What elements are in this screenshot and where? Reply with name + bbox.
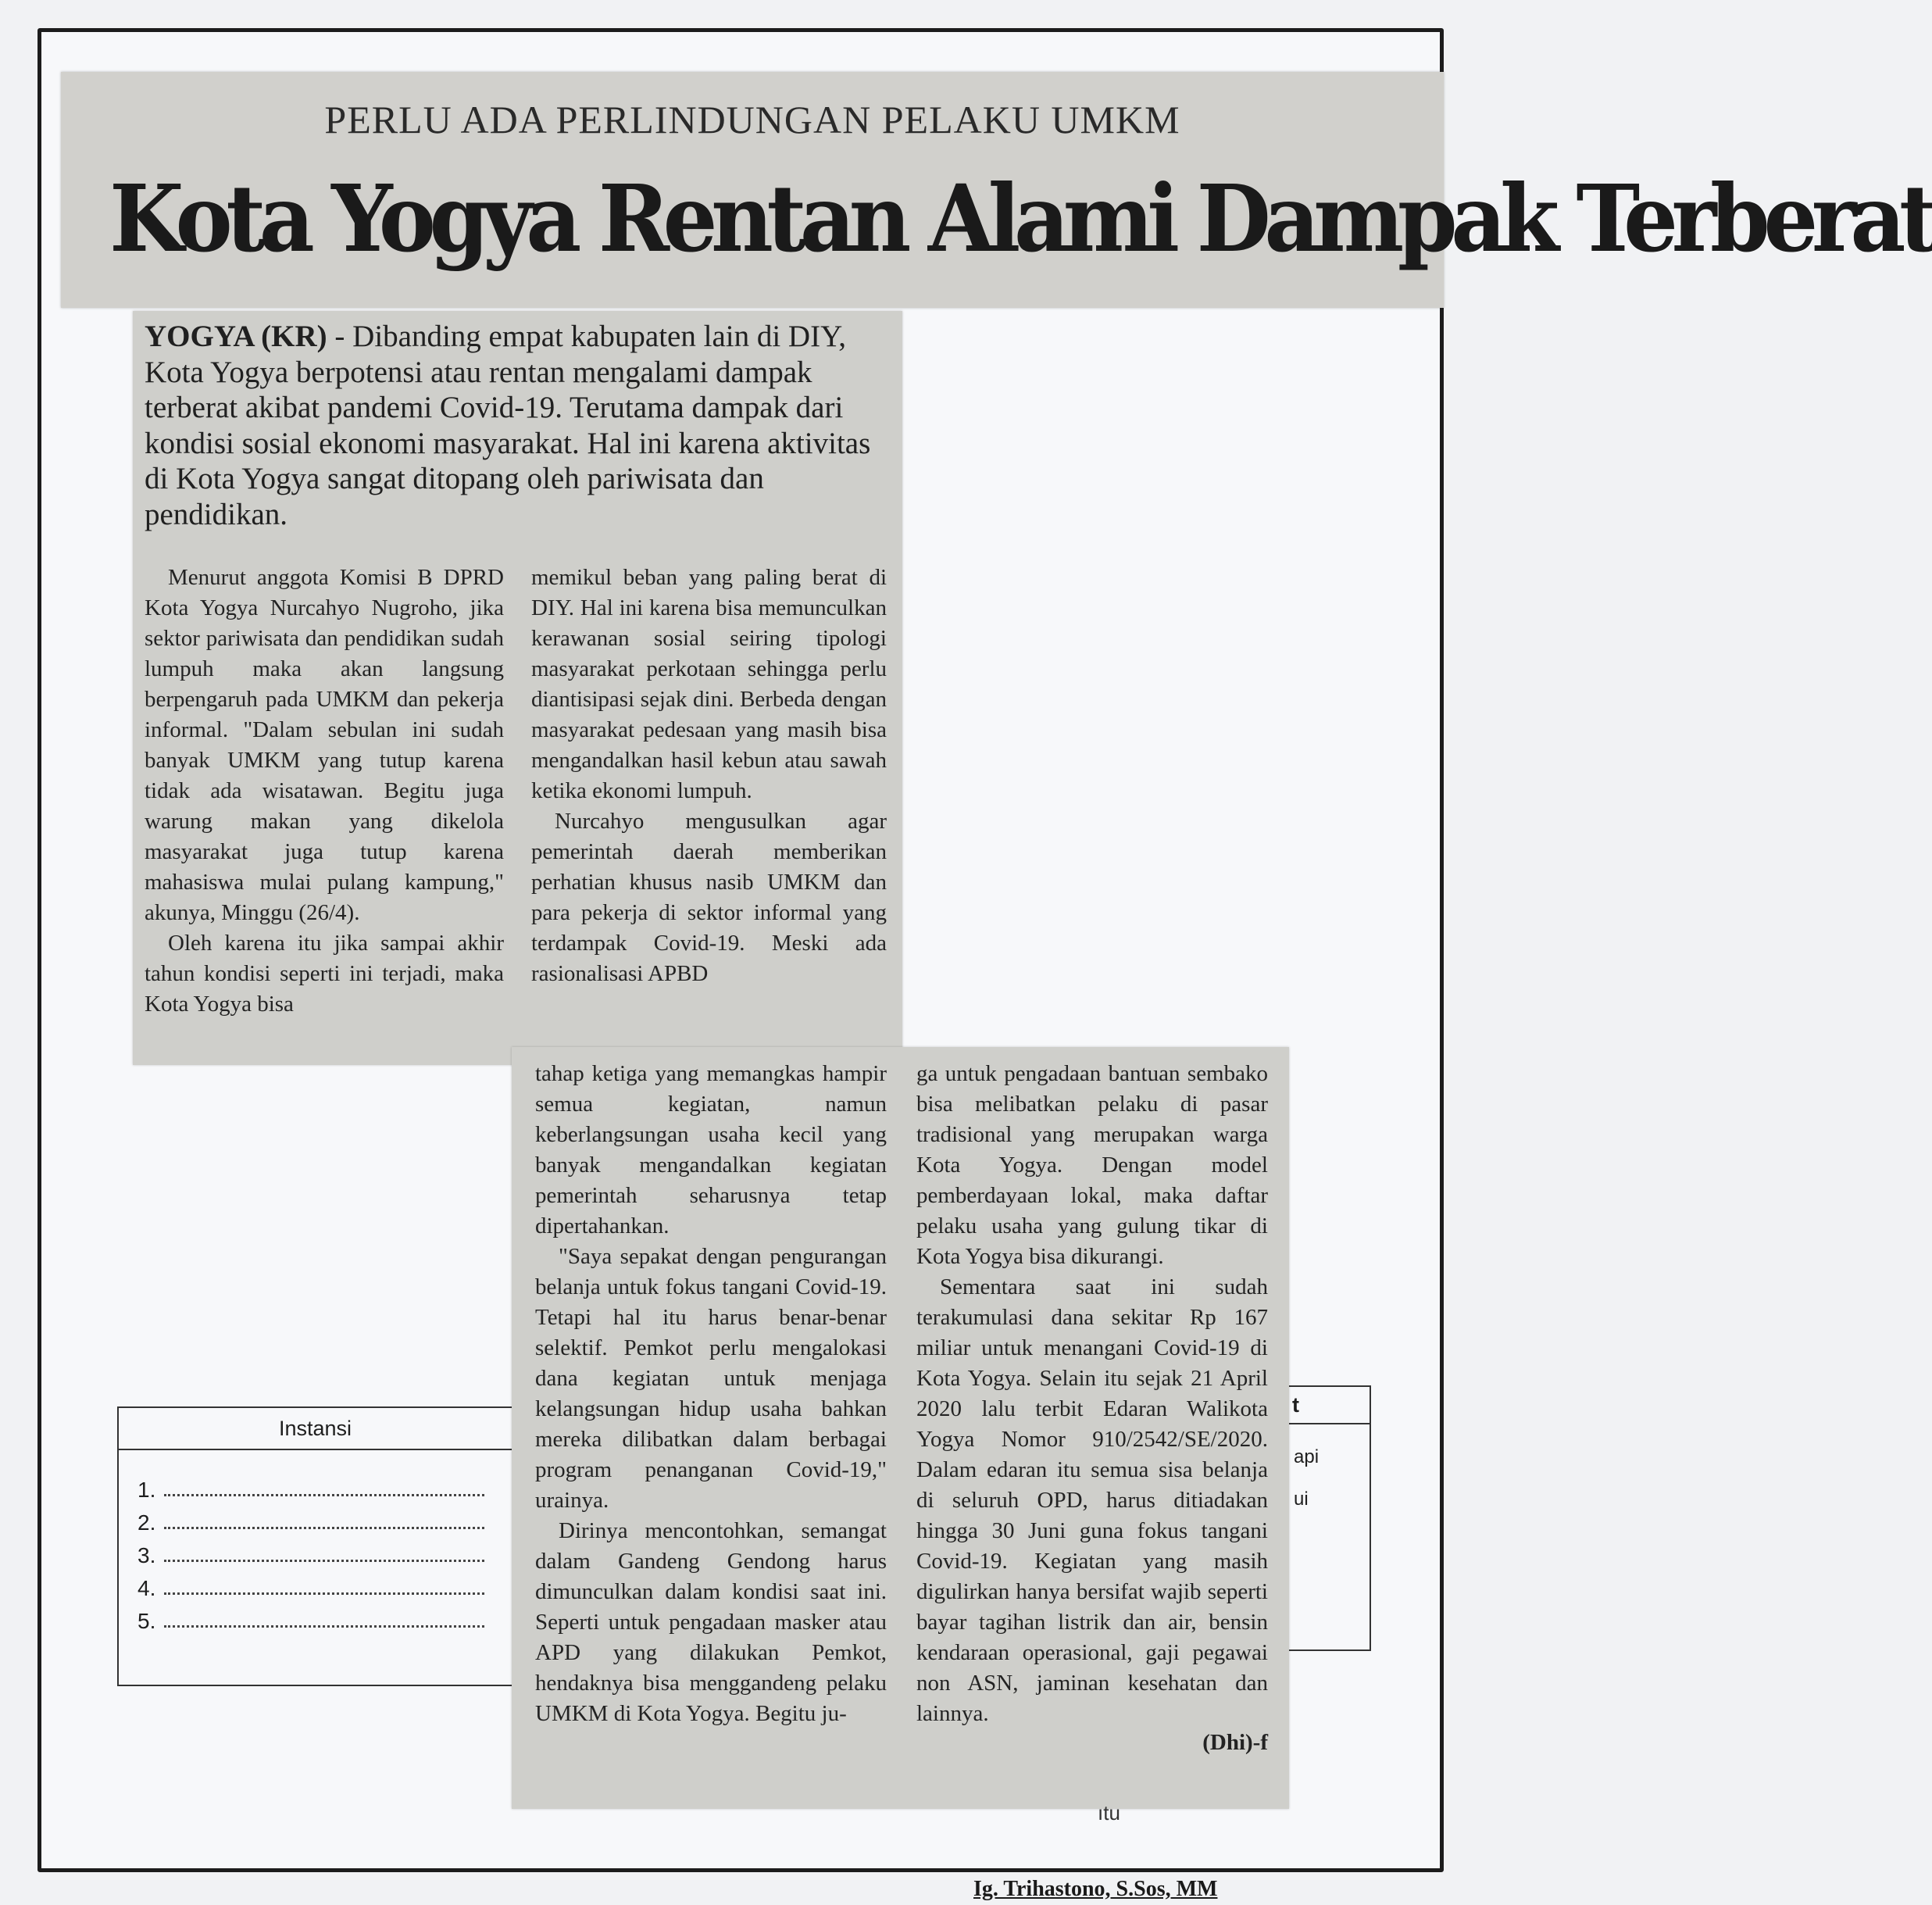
instansi-form [117, 1406, 512, 1686]
instansi-line: 4. [137, 1572, 512, 1605]
instansi-line: 5. [137, 1605, 512, 1638]
main-headline: Kota Yogya Rentan Alami Dampak Terberat [109, 164, 1932, 273]
instansi-line: 3. [137, 1539, 512, 1572]
paragraph: Nurcahyo mengusulkan agar pemerintah daerah memberikan perhatian khusus nasib UMKM dan para pekerja di sektor informal yang terdampak Covid-19. Meski ada rasionalisasi APBD [531, 809, 887, 986]
paragraph: tahap ketiga yang memangkas hampir semua kegiatan, namun keberlangsungan usaha kecil yang banyak mengandalkan kegiatan pemerintah seharusnya tetap dipertahankan. [535, 1061, 887, 1238]
paragraph: ga untuk pengadaan bantuan sembako bisa melibatkan pelaku di pasar tradisional yang merupakan warga Kota Yogya. Dengan model pemberdayaan lokal, maka daftar pelaku usaha yang gulung tikar di Kota Yogya bisa dikurangi. [916, 1061, 1268, 1269]
instansi-line: 1. [137, 1474, 512, 1506]
instansi-form-header: Instansi [119, 1408, 512, 1450]
paragraph: Oleh karena itu jika sampai akhir tahun kondisi seperti ini terjadi, maka Kota Yogya bisa [145, 931, 504, 1017]
article-clipping-top [133, 311, 902, 1065]
paragraph: Sementara saat ini sudah terakumulasi dana sekitar Rp 167 miliar untuk menangani Covid-19 di Kota Yogya. Selain itu sejak 21 April 2020 lalu terbit Edaran Walikota Yogya Nomor 910/2542/SE/2020. Dalam edaran itu semua sisa belanja di seluruh OPD, harus ditiadakan hingga 30 Juni guna fokus tangani Covid-19. Kegiatan yang masih digulirkan hanya bersifat wajib seperti bayar tagihan listrik dan air, bensin kendaraan operasional, gaji pegawai non ASN, jaminan kesehatan dan lainnya. [916, 1274, 1268, 1726]
instansi-list [137, 1474, 512, 1638]
right-box-text: ui [1294, 1489, 1309, 1510]
article-column-4 [916, 1059, 1268, 1758]
article-column-3 [535, 1059, 887, 1729]
kicker-headline: PERLU ADA PERLINDUNGAN PELAKU UMKM [324, 98, 1180, 141]
article-clipping-bottom [512, 1047, 1289, 1809]
partial-right-box [1289, 1385, 1371, 1651]
paragraph: memikul beban yang paling berat di DIY. Hal ini karena bisa memunculkan kerawanan sosial seiring tipologi masyarakat perkotaan sehingga perlu diantisipasi sejak dini. Berbeda dengan masyarakat pedesaan yang masih bisa mengandalkan hasil kebun atau sawah ketika ekonomi lumpuh. [531, 565, 887, 803]
article-column-2 [531, 563, 887, 989]
right-box-text: api [1294, 1446, 1320, 1467]
signature-name: Ig. Trihastono, S.Sos, MM [973, 1877, 1218, 1901]
right-box-header: t [1289, 1387, 1370, 1424]
paragraph: Dirinya mencontohkan, semangat dalam Gandeng Gendong harus dimunculkan dalam kondisi saat ini. Seperti untuk pengadaan masker atau APD yang dilakukan Pemkot, hendaknya bisa menggandeng pelaku UMKM di Kota Yogya. Begitu ju- [535, 1518, 887, 1726]
paragraph: Menurut anggota Komisi B DPRD Kota Yogya Nurcahyo Nugroho, jika sektor pariwisata dan pendidikan sudah lumpuh maka akan langsung berpengaruh pada UMKM dan pekerja informal. "Dalam sebulan ini sudah banyak UMKM yang tutup karena tidak ada wisatawan. Begitu juga warung makan yang dikelola masyarakat juga tutup karena mahasiswa mulai pulang kampung," akunya, Minggu (26/4). [145, 565, 504, 925]
dateline: YOGYA (KR) [145, 320, 327, 353]
lead-text: - Dibanding empat kabupaten lain di DIY, Kota Yogya berpotensi atau rentan mengalami dampak terberat akibat pandemi Covid-19. Terutama dampak dari kondisi sosial ekonomi masyarakat. Hal ini karena aktivitas di Kota Yogya sangat ditopang oleh pariwisata dan pendidikan. [145, 320, 871, 531]
instansi-line: 2. [137, 1506, 512, 1539]
lead-paragraph [145, 319, 883, 532]
byline: (Dhi)-f [1202, 1730, 1268, 1755]
paragraph: "Saya sepakat dengan pengurangan belanja untuk fokus tangani Covid-19. Tetapi hal itu harus benar-benar selektif. Pemkot perlu mengalokasi dana kegiatan untuk menjaga kelangsungan hidup usaha bahkan mereka dilibatkan dalam berbagai program penanganan Covid-19," urainya. [535, 1244, 887, 1513]
article-column-1 [145, 563, 504, 1020]
cut-text-fragment: ıtu [1098, 1801, 1120, 1825]
headline-clipping [61, 72, 1932, 308]
